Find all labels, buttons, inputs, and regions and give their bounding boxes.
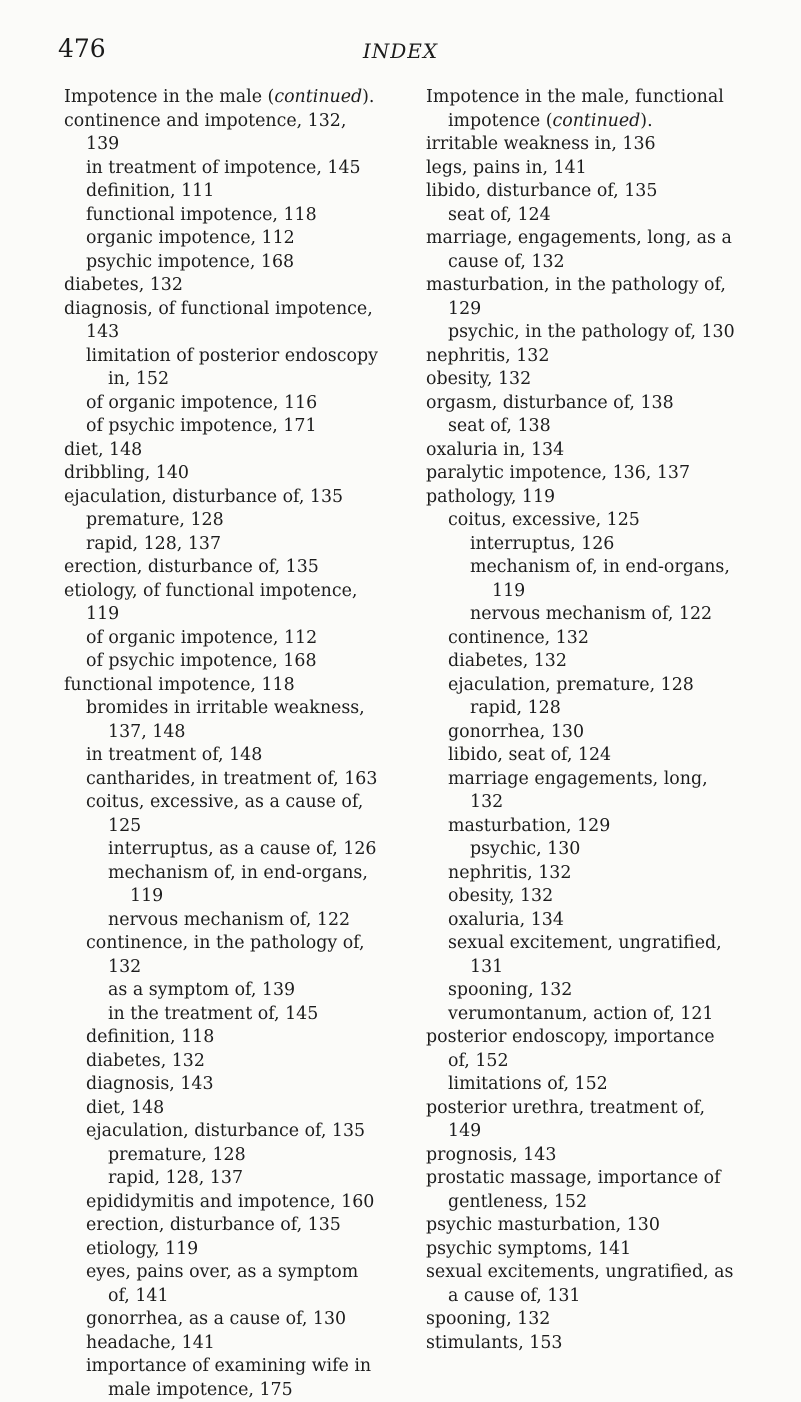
index-entry: of organic impotence, 116 xyxy=(64,392,382,416)
entry-list xyxy=(426,133,740,1355)
index-entry: posterior endoscopy, importance of, 152 xyxy=(426,1026,740,1073)
index-entry: interruptus, as a cause of, 126 xyxy=(64,838,382,862)
index-entry: in the treatment of, 145 xyxy=(64,1003,382,1027)
index-entry: legs, pains in, 141 xyxy=(426,157,740,181)
entry-list xyxy=(64,110,382,1402)
index-entry: masturbation, 129 xyxy=(426,815,740,839)
index-entry: mechanism of, in end-organs, 119 xyxy=(426,556,740,603)
page-header xyxy=(0,34,801,74)
index-entry: psychic masturbation, 130 xyxy=(426,1214,740,1238)
index-entry: cantharides, in treatment of, 163 xyxy=(64,768,382,792)
index-entry: gonorrhea, 130 xyxy=(426,721,740,745)
index-entry: ejaculation, disturbance of, 135 xyxy=(64,486,382,510)
index-entry: headache, 141 xyxy=(64,1332,382,1356)
index-entry: obesity, 132 xyxy=(426,368,740,392)
index-entry: rapid, 128, 137 xyxy=(64,533,382,557)
index-entry: nephritis, 132 xyxy=(426,862,740,886)
index-entry: marriage engagements, long, 132 xyxy=(426,768,740,815)
index-entry: nervous mechanism of, 122 xyxy=(64,909,382,933)
index-entry: in treatment of, 148 xyxy=(64,744,382,768)
page-number: 476 xyxy=(58,34,106,63)
heading-end: ). xyxy=(640,111,652,131)
index-entry: functional impotence, 118 xyxy=(64,674,382,698)
index-entry: seat of, 124 xyxy=(426,204,740,228)
heading-text: Impotence in the male, functional impotence ( xyxy=(426,87,724,131)
index-entry: coitus, excessive, as a cause of, 125 xyxy=(64,791,382,838)
index-entry: importance of examining wife in male impotence, 175 xyxy=(64,1355,382,1402)
column-heading xyxy=(426,86,740,133)
index-entry: as a symptom of, 139 xyxy=(64,979,382,1003)
index-entry: diet, 148 xyxy=(64,439,382,463)
index-entry: obesity, 132 xyxy=(426,885,740,909)
index-entry: psychic impotence, 168 xyxy=(64,251,382,275)
index-entry: psychic, 130 xyxy=(426,838,740,862)
index-entry: of organic impotence, 112 xyxy=(64,627,382,651)
index-entry: oxaluria, 134 xyxy=(426,909,740,933)
index-entry: diabetes, 132 xyxy=(64,274,382,298)
index-entry: rapid, 128, 137 xyxy=(64,1167,382,1191)
index-entry: definition, 111 xyxy=(64,180,382,204)
index-entry: nervous mechanism of, 122 xyxy=(426,603,740,627)
index-entry: limitations of, 152 xyxy=(426,1073,740,1097)
index-column-left xyxy=(64,86,382,1402)
index-entry: of psychic impotence, 171 xyxy=(64,415,382,439)
index-entry: psychic symptoms, 141 xyxy=(426,1238,740,1262)
heading-continued: continued xyxy=(274,87,362,107)
index-entry: mechanism of, in end-organs, 119 xyxy=(64,862,382,909)
index-entry: continence, 132 xyxy=(426,627,740,651)
index-entry: sexual excitements, ungratified, as a cause of, 131 xyxy=(426,1261,740,1308)
index-entry: coitus, excessive, 125 xyxy=(426,509,740,533)
index-entry: etiology, of functional impotence, 119 xyxy=(64,580,382,627)
index-entry: continence and impotence, 132, 139 xyxy=(64,110,382,157)
index-entry: premature, 128 xyxy=(64,509,382,533)
index-entry: nephritis, 132 xyxy=(426,345,740,369)
index-entry: erection, disturbance of, 135 xyxy=(64,556,382,580)
index-entry: oxaluria in, 134 xyxy=(426,439,740,463)
index-entry: interruptus, 126 xyxy=(426,533,740,557)
index-entry: posterior urethra, treatment of, 149 xyxy=(426,1097,740,1144)
index-entry: verumontanum, action of, 121 xyxy=(426,1003,740,1027)
index-entry: irritable weakness in, 136 xyxy=(426,133,740,157)
index-entry: rapid, 128 xyxy=(426,697,740,721)
index-entry: definition, 118 xyxy=(64,1026,382,1050)
index-entry: in treatment of impotence, 145 xyxy=(64,157,382,181)
index-entry: gonorrhea, as a cause of, 130 xyxy=(64,1308,382,1332)
index-entry: limitation of posterior endoscopy in, 152 xyxy=(64,345,382,392)
heading-continued: continued xyxy=(552,111,640,131)
index-entry: diet, 148 xyxy=(64,1097,382,1121)
index-entry: of psychic impotence, 168 xyxy=(64,650,382,674)
index-entry: spooning, 132 xyxy=(426,979,740,1003)
index-entry: premature, 128 xyxy=(64,1144,382,1168)
index-entry: psychic, in the pathology of, 130 xyxy=(426,321,740,345)
index-entry: functional impotence, 118 xyxy=(64,204,382,228)
index-entry: etiology, 119 xyxy=(64,1238,382,1262)
index-entry: marriage, engagements, long, as a cause of, 132 xyxy=(426,227,740,274)
index-entry: diagnosis, of functional impotence, 143 xyxy=(64,298,382,345)
index-entry: diagnosis, 143 xyxy=(64,1073,382,1097)
index-entry: ejaculation, premature, 128 xyxy=(426,674,740,698)
heading-end: ). xyxy=(362,87,374,107)
index-entry: diabetes, 132 xyxy=(64,1050,382,1074)
index-entry: continence, in the pathology of, 132 xyxy=(64,932,382,979)
index-entry: organic impotence, 112 xyxy=(64,227,382,251)
index-entry: sexual excitement, ungratified, 131 xyxy=(426,932,740,979)
heading-text: Impotence in the male ( xyxy=(64,87,274,107)
index-entry: orgasm, disturbance of, 138 xyxy=(426,392,740,416)
running-head: INDEX xyxy=(0,39,801,63)
index-entry: stimulants, 153 xyxy=(426,1332,740,1356)
index-entry: dribbling, 140 xyxy=(64,462,382,486)
index-entry: masturbation, in the pathology of, 129 xyxy=(426,274,740,321)
index-entry: prostatic massage, importance of gentleness, 152 xyxy=(426,1167,740,1214)
index-entry: seat of, 138 xyxy=(426,415,740,439)
index-entry: erection, disturbance of, 135 xyxy=(64,1214,382,1238)
index-entry: diabetes, 132 xyxy=(426,650,740,674)
index-entry: ejaculation, disturbance of, 135 xyxy=(64,1120,382,1144)
index-entry: paralytic impotence, 136, 137 xyxy=(426,462,740,486)
index-entry: prognosis, 143 xyxy=(426,1144,740,1168)
index-entry: epididymitis and impotence, 160 xyxy=(64,1191,382,1215)
index-entry: pathology, 119 xyxy=(426,486,740,510)
index-entry: libido, seat of, 124 xyxy=(426,744,740,768)
index-entry: libido, disturbance of, 135 xyxy=(426,180,740,204)
column-heading xyxy=(64,86,382,110)
index-entry: spooning, 132 xyxy=(426,1308,740,1332)
index-entry: bromides in irritable weakness, 137, 148 xyxy=(64,697,382,744)
index-column-right xyxy=(426,86,740,1355)
index-entry: eyes, pains over, as a symptom of, 141 xyxy=(64,1261,382,1308)
